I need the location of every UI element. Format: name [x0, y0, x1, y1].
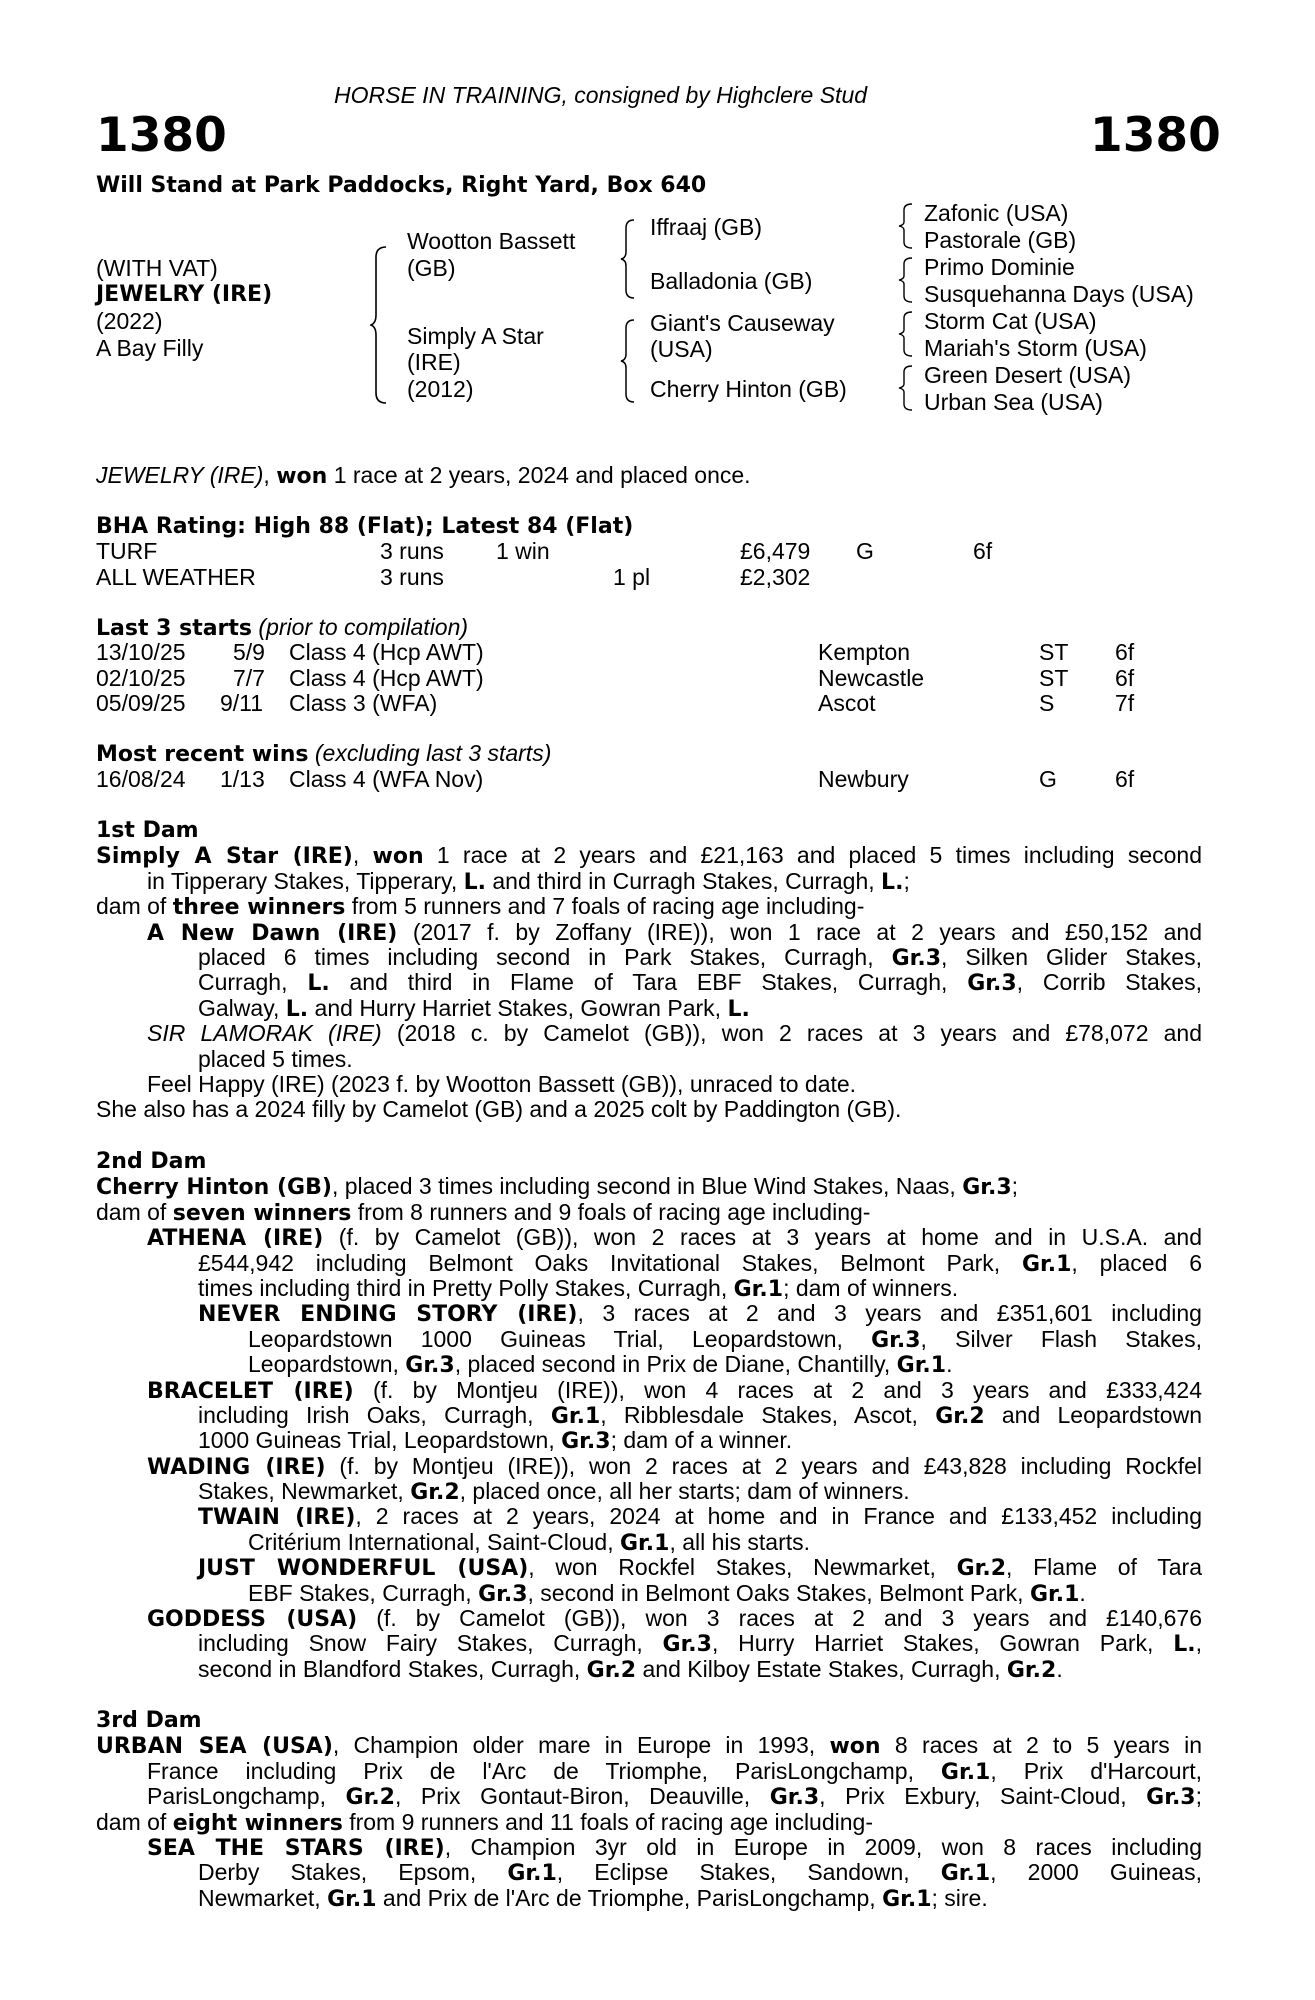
second-dam-section — [96, 1149, 1202, 1682]
last-starts-note: (prior to compilation) — [258, 614, 469, 640]
bold-text-run: NEVER ENDING STORY (IRE) — [198, 1302, 578, 1328]
text-run: ; — [1011, 1173, 1019, 1200]
text-run: second in Blandford Stakes, Curragh, — [198, 1655, 587, 1682]
recent-wins-title: Most recent wins — [96, 742, 309, 767]
bold-text-run: Gr.1 — [550, 1403, 601, 1429]
start-distance: 6f — [1115, 639, 1135, 665]
bold-text-run: BRACELET (IRE) — [147, 1378, 354, 1404]
text-run: (f. by Camelot (GB)), won 2 races at 3 years at home and in U.S.A. and — [323, 1224, 1202, 1251]
win-going: G — [1039, 766, 1057, 792]
pedigree-brace-6 — [898, 310, 920, 358]
first-dam-line: placed 5 times. — [198, 1045, 353, 1072]
summary-won: won — [276, 464, 328, 489]
text-run: Stakes, Newmarket, — [198, 1478, 411, 1505]
text-run: , placed second in Prix de Diane, Chantilly, — [454, 1351, 897, 1378]
text-run: Curragh, — [198, 969, 308, 996]
text-run: , Hurry Harriet Stakes, Gowran Park, — [711, 1630, 1174, 1657]
catalogue-subtitle: HORSE IN TRAINING, consigned by Highclere Stud — [334, 82, 868, 108]
bold-text-run: Gr.1 — [733, 1276, 784, 1302]
bold-text-run: URBAN SEA (USA) — [96, 1734, 333, 1760]
text-run: , won Rockfel Stakes, Newmarket, — [528, 1554, 957, 1581]
text-run: in Tipperary Stakes, Tipperary, — [147, 867, 464, 894]
text-run: from 9 runners and 11 foals of racing age including- — [342, 1808, 873, 1835]
rating-row-surface: ALL WEATHER — [96, 564, 256, 590]
text-run: 1000 Guineas Trial, Leopardstown, — [198, 1427, 562, 1454]
bold-text-run: ATHENA (IRE) — [147, 1226, 324, 1252]
text-run: 8 races at 2 to 5 years in — [880, 1732, 1202, 1759]
pedigree-brace-1 — [370, 245, 392, 405]
second-dam-line — [96, 1657, 1202, 1682]
start-class: Class 4 (Hcp AWT) — [289, 665, 484, 691]
text-run: , — [1195, 1630, 1202, 1657]
second-dam-line — [96, 1352, 1202, 1377]
second-dam-line — [96, 1428, 1202, 1453]
text-run: and Hurry Harriet Stakes, Gowran Park, — [308, 994, 728, 1021]
dam-name: Simply A Star — [407, 323, 544, 349]
ancestor-g6: Mariah's Storm (USA) — [924, 335, 1147, 361]
text-run: including Snow Fairy Stakes, Curragh, — [198, 1630, 663, 1657]
text-run: , Corrib Stakes, — [1016, 969, 1203, 996]
rating-row-money: £2,302 — [740, 564, 811, 590]
text-run: . — [1079, 1579, 1086, 1606]
first-dam-line — [96, 970, 1202, 995]
bold-text-run: Gr.3 — [871, 1327, 921, 1353]
second-dam-line — [96, 1174, 1202, 1199]
second-dam-line — [96, 1301, 1202, 1326]
text-run: ; dam of a winner. — [610, 1427, 793, 1454]
first-dam-line — [96, 869, 1202, 894]
first-dam-line: She also has a 2024 filly by Camelot (GB) and a 2025 colt by Paddington (GB). — [96, 1096, 902, 1123]
bold-text-run: Gr.3 — [769, 1785, 820, 1811]
pedigree-brace-5 — [898, 256, 920, 304]
bold-text-run: Gr.1 — [882, 1886, 932, 1912]
text-run: , Prix Exbury, Saint-Cloud, — [819, 1783, 1147, 1810]
rating-row-placed: 1 pl — [613, 564, 651, 590]
ancestor-g5: Storm Cat (USA) — [924, 308, 1097, 334]
ancestor-g8: Urban Sea (USA) — [924, 389, 1103, 415]
dam-dam: Cherry Hinton (GB) — [650, 376, 847, 402]
ancestor-g7: Green Desert (USA) — [924, 362, 1132, 388]
pedigree-brace-4 — [898, 202, 920, 250]
win-class: Class 4 (WFA Nov) — [289, 766, 484, 792]
bold-text-run: eight winners — [172, 1810, 343, 1836]
bold-text-run: Gr.2 — [1006, 1657, 1057, 1683]
ancestor-g3: Primo Dominie — [924, 254, 1075, 280]
second-dam-line — [96, 1327, 1202, 1352]
second-dam-line — [96, 1403, 1202, 1428]
sire-country: (GB) — [407, 255, 456, 281]
bold-text-run: Gr.3 — [891, 945, 941, 971]
bold-text-run: Gr.1 — [1021, 1251, 1072, 1277]
text-run: dam of — [96, 1808, 173, 1835]
recent-wins-note: (excluding last 3 starts) — [314, 740, 552, 766]
second-dam-line — [96, 1276, 1202, 1301]
dam-year: (2012) — [407, 376, 474, 402]
first-dam-line — [96, 1021, 1202, 1046]
start-course: Ascot — [818, 690, 876, 716]
bold-text-run: Simply A Star (IRE) — [96, 844, 353, 870]
text-run: placed 6 times including second in Park Stakes, Curragh, — [198, 943, 892, 970]
stable-location: Will Stand at Park Paddocks, Right Yard, Box 640 — [96, 173, 707, 198]
text-run: ; sire. — [931, 1884, 988, 1911]
start-date: 13/10/25 — [96, 639, 186, 665]
pedigree-brace-7 — [898, 364, 920, 412]
bold-text-run: TWAIN (IRE) — [198, 1505, 356, 1531]
rating-row-wins: 1 win — [496, 538, 550, 564]
bold-text-run: L. — [285, 996, 309, 1022]
bold-text-run: JUST WONDERFUL (USA) — [198, 1556, 529, 1582]
bold-text-run: L. — [1173, 1632, 1196, 1658]
rating-row-distance: 6f — [973, 538, 993, 564]
start-course: Newcastle — [818, 665, 925, 691]
text-run: , Champion older mare in Europe in 1993, — [332, 1732, 830, 1759]
start-distance: 7f — [1115, 690, 1135, 716]
text-run: (f. by Camelot (GB)), won 3 races at 2 and 3 years and £140,676 — [357, 1605, 1202, 1632]
recent-wins-heading — [96, 741, 551, 767]
start-position: 5/9 — [233, 639, 265, 665]
first-dam-line: Feel Happy (IRE) (2023 f. by Wootton Bassett (GB)), unraced to date. — [147, 1070, 857, 1097]
horse-name: JEWELRY (IRE) — [96, 282, 273, 307]
start-going: ST — [1039, 639, 1069, 665]
start-class: Class 4 (Hcp AWT) — [289, 639, 484, 665]
first-dam-line — [96, 945, 1202, 970]
bold-text-run: Gr.3 — [962, 1175, 1012, 1201]
text-run: , second in Belmont Oaks Stakes, Belmont Park, — [527, 1579, 1030, 1606]
text-run: , Prix d'Harcourt, — [990, 1757, 1203, 1784]
text-run: times including third in Pretty Polly Stakes, Curragh, — [198, 1274, 734, 1301]
bold-text-run: Gr.1 — [507, 1861, 557, 1887]
text-run: (f. by Montjeu (IRE)), won 4 races at 2 and 3 years and £333,424 — [353, 1376, 1202, 1403]
bold-text-run: Gr.2 — [956, 1556, 1007, 1582]
bold-text-run: three winners — [172, 895, 346, 921]
first-dam-section — [96, 818, 1202, 1123]
text-run: , Silver Flash Stakes, — [920, 1325, 1202, 1352]
race-summary: JEWELRY (IRE), won 1 race at 2 years, 2024 and placed once. — [96, 462, 751, 489]
first-dam-line — [96, 920, 1202, 945]
bold-text-run: L. — [307, 971, 330, 997]
text-run: , Silken Glider Stakes, — [941, 943, 1202, 970]
text-run: , Eclipse Stakes, Sandown, — [556, 1859, 941, 1886]
text-run: , 2000 Guineas, — [990, 1859, 1202, 1886]
first-dam-line — [96, 843, 1202, 868]
text-run: , Flame of Tara — [1006, 1554, 1202, 1581]
text-run: , placed once, all her starts; dam of winners. — [459, 1478, 910, 1505]
third-dam-line — [96, 1733, 1202, 1758]
text-run: Galway, — [198, 994, 286, 1021]
bold-text-run: Gr.3 — [662, 1632, 712, 1658]
second-dam-line — [96, 1378, 1202, 1403]
first-dam-line — [96, 894, 1202, 919]
win-distance: 6f — [1115, 766, 1135, 792]
start-course: Kempton — [818, 639, 911, 665]
text-run: , 3 races at 2 and 3 years and £351,601 including — [577, 1300, 1202, 1327]
second-dam-line — [96, 1479, 1202, 1504]
second-dam-line — [96, 1200, 1202, 1225]
sire-dam: Balladonia (GB) — [650, 268, 813, 294]
second-dam-line — [96, 1251, 1202, 1276]
third-dam-line — [96, 1810, 1202, 1835]
third-dam-line — [96, 1759, 1202, 1784]
bold-text-run: L. — [727, 996, 750, 1022]
third-dam-line — [96, 1784, 1202, 1809]
text-run: , Ribblesdale Stakes, Ascot, — [600, 1401, 936, 1428]
bold-text-run: won — [829, 1734, 881, 1760]
text-run: , placed 6 — [1071, 1249, 1202, 1276]
pedigree-brace-2 — [620, 218, 642, 300]
text-run: from 5 runners and 7 foals of racing age including- — [345, 893, 865, 920]
text-run: and Leopardstown — [984, 1401, 1202, 1428]
last-starts-heading — [96, 615, 468, 641]
horse-description: A Bay Filly — [96, 335, 204, 361]
bold-text-run: seven winners — [172, 1200, 352, 1226]
third-dam-section — [96, 1708, 1202, 1911]
start-position: 9/11 — [220, 690, 264, 716]
text-run: and third in Curragh Stakes, Curragh, — [486, 867, 882, 894]
bold-text-run: Gr.2 — [345, 1785, 395, 1811]
second-dam-line — [96, 1454, 1202, 1479]
bold-text-run: SEA THE STARS (IRE) — [147, 1835, 445, 1861]
bold-text-run: Gr.1 — [620, 1530, 670, 1556]
text-run: France including Prix de l'Arc de Triomphe, ParisLongchamp, — [147, 1757, 941, 1784]
ancestor-g1: Zafonic (USA) — [924, 200, 1069, 226]
start-going: ST — [1039, 665, 1069, 691]
text-run: (f. by Montjeu (IRE)), won 2 races at 2 years and £43,828 including Rockfel — [325, 1452, 1202, 1479]
third-dam-line — [96, 1886, 1202, 1911]
third-dam-title: 3rd Dam — [96, 1708, 202, 1733]
ancestor-g4: Susquehanna Days (USA) — [924, 281, 1194, 307]
bold-text-run: Gr.1 — [896, 1353, 947, 1379]
bold-text-run: won — [372, 844, 424, 870]
text-run: , Prix Gontaut-Biron, Deauville, — [394, 1783, 770, 1810]
dam-country: (IRE) — [407, 349, 461, 375]
rating-row-money: £6,479 — [740, 538, 811, 564]
bold-text-run: Gr.3 — [1146, 1785, 1196, 1811]
third-dam-line — [96, 1860, 1202, 1885]
bold-text-run: WADING (IRE) — [147, 1454, 326, 1480]
lot-number-right: 1380 — [1090, 108, 1221, 163]
text-run: £544,942 including Belmont Oaks Invitational Stakes, Belmont Park, — [198, 1249, 1022, 1276]
sire-sire: Iffraaj (GB) — [650, 214, 763, 240]
text-run: , — [352, 842, 373, 869]
last-starts-title: Last 3 starts — [96, 616, 253, 641]
text-run: and third in Flame of Tara EBF Stakes, Curragh, — [329, 969, 968, 996]
start-class: Class 3 (WFA) — [289, 690, 438, 716]
bold-text-run: Gr.1 — [940, 1861, 991, 1887]
text-run: , 2 races at 2 years, 2024 at home and in France and £133,452 including — [355, 1503, 1202, 1530]
summary-text: 1 race at 2 years, 2024 and placed once. — [327, 462, 751, 488]
text-run: (2017 f. by Zoffany (IRE)), won 1 race at 2 years and £50,152 and — [397, 918, 1202, 945]
win-date: 16/08/24 — [96, 766, 186, 792]
bold-text-run: Cherry Hinton (GB) — [96, 1175, 332, 1201]
summary-horse-name: JEWELRY (IRE) — [96, 462, 264, 488]
bold-text-run: Gr.1 — [1029, 1581, 1080, 1607]
second-dam-line — [96, 1631, 1202, 1656]
start-position: 7/7 — [233, 665, 265, 691]
text-run: ; — [1195, 1783, 1202, 1810]
bold-text-run: L. — [463, 869, 486, 895]
second-dam-line — [96, 1225, 1202, 1250]
start-date: 02/10/25 — [96, 665, 186, 691]
dam-sire-name: Giant's Causeway — [650, 310, 835, 336]
second-dam-title: 2nd Dam — [96, 1149, 207, 1174]
third-dam-line — [96, 1835, 1202, 1860]
foaling-year: (2022) — [96, 308, 163, 334]
bold-text-run: Gr.3 — [967, 971, 1017, 997]
text-run: including Irish Oaks, Curragh, — [198, 1401, 551, 1428]
bold-text-run: A New Dawn (IRE) — [147, 920, 398, 946]
text-run: dam of — [96, 893, 173, 920]
start-distance: 6f — [1115, 665, 1135, 691]
text-run: , Champion 3yr old in Europe in 2009, won 8 races including — [444, 1833, 1203, 1860]
sire-name: Wootton Bassett — [407, 228, 576, 254]
text-run: . — [946, 1351, 953, 1378]
text-run: (2018 c. by Camelot (GB)), won 2 races at 3 years and £78,072 and — [381, 1020, 1202, 1047]
text-run: Newmarket, — [198, 1884, 328, 1911]
rating-row-runs: 3 runs — [380, 564, 444, 590]
bold-text-run: Gr.1 — [327, 1886, 377, 1912]
rating-row-runs: 3 runs — [380, 538, 444, 564]
bold-text-run: Gr.3 — [478, 1581, 528, 1607]
second-dam-line — [96, 1530, 1202, 1555]
vat-status: (WITH VAT) — [96, 255, 218, 281]
text-run: EBF Stakes, Curragh, — [248, 1579, 479, 1606]
rating-row-surface: TURF — [96, 538, 158, 564]
bold-text-run: Gr.3 — [561, 1429, 611, 1455]
start-going: S — [1039, 690, 1055, 716]
second-dam-line — [96, 1606, 1202, 1631]
text-run: , all his starts. — [669, 1528, 811, 1555]
text-run: . — [1056, 1655, 1063, 1682]
text-run: and Prix de l'Arc de Triomphe, ParisLongchamp, — [376, 1884, 883, 1911]
first-dam-line — [96, 996, 1202, 1021]
lot-number-left: 1380 — [96, 108, 227, 163]
text-run: ; — [903, 867, 910, 894]
text-run: and Kilboy Estate Stakes, Curragh, — [636, 1655, 1007, 1682]
text-run: from 8 runners and 9 foals of racing age including- — [351, 1198, 871, 1225]
text-run: Critérium International, Saint-Cloud, — [248, 1528, 620, 1555]
text-run: dam of — [96, 1198, 173, 1225]
text-run: ; dam of winners. — [783, 1274, 959, 1301]
ancestor-g2: Pastorale (GB) — [924, 227, 1077, 253]
start-date: 05/09/25 — [96, 690, 186, 716]
win-position: 1/13 — [220, 766, 265, 792]
pedigree-brace-3 — [620, 318, 642, 404]
second-dam-line — [96, 1555, 1202, 1580]
italic-text-run: SIR LAMORAK (IRE) — [147, 1020, 382, 1047]
bha-rating: BHA Rating: High 88 (Flat); Latest 84 (Flat) — [96, 514, 634, 539]
second-dam-line — [96, 1504, 1202, 1529]
bold-text-run: Gr.3 — [405, 1353, 455, 1379]
bold-text-run: Gr.2 — [586, 1657, 637, 1683]
text-run: ParisLongchamp, — [147, 1783, 346, 1810]
bold-text-run: Gr.2 — [410, 1480, 460, 1506]
bold-text-run: L. — [881, 869, 904, 895]
text-run: Leopardstown, — [248, 1351, 406, 1378]
text-run: Leopardstown 1000 Guineas Trial, Leopardstown, — [248, 1325, 872, 1352]
second-dam-line — [96, 1581, 1202, 1606]
win-course: Newbury — [818, 766, 909, 792]
dam-sire-country: (USA) — [650, 336, 713, 362]
bold-text-run: GODDESS (USA) — [147, 1607, 358, 1633]
first-dam-title: 1st Dam — [96, 818, 199, 843]
text-run: , placed 3 times including second in Blue Wind Stakes, Naas, — [331, 1173, 963, 1200]
text-run: Derby Stakes, Epsom, — [198, 1859, 508, 1886]
bold-text-run: Gr.2 — [935, 1403, 985, 1429]
bold-text-run: Gr.1 — [940, 1759, 991, 1785]
rating-row-going: G — [856, 538, 874, 564]
text-run: 1 race at 2 years and £21,163 and placed 5 times including second — [423, 842, 1203, 869]
